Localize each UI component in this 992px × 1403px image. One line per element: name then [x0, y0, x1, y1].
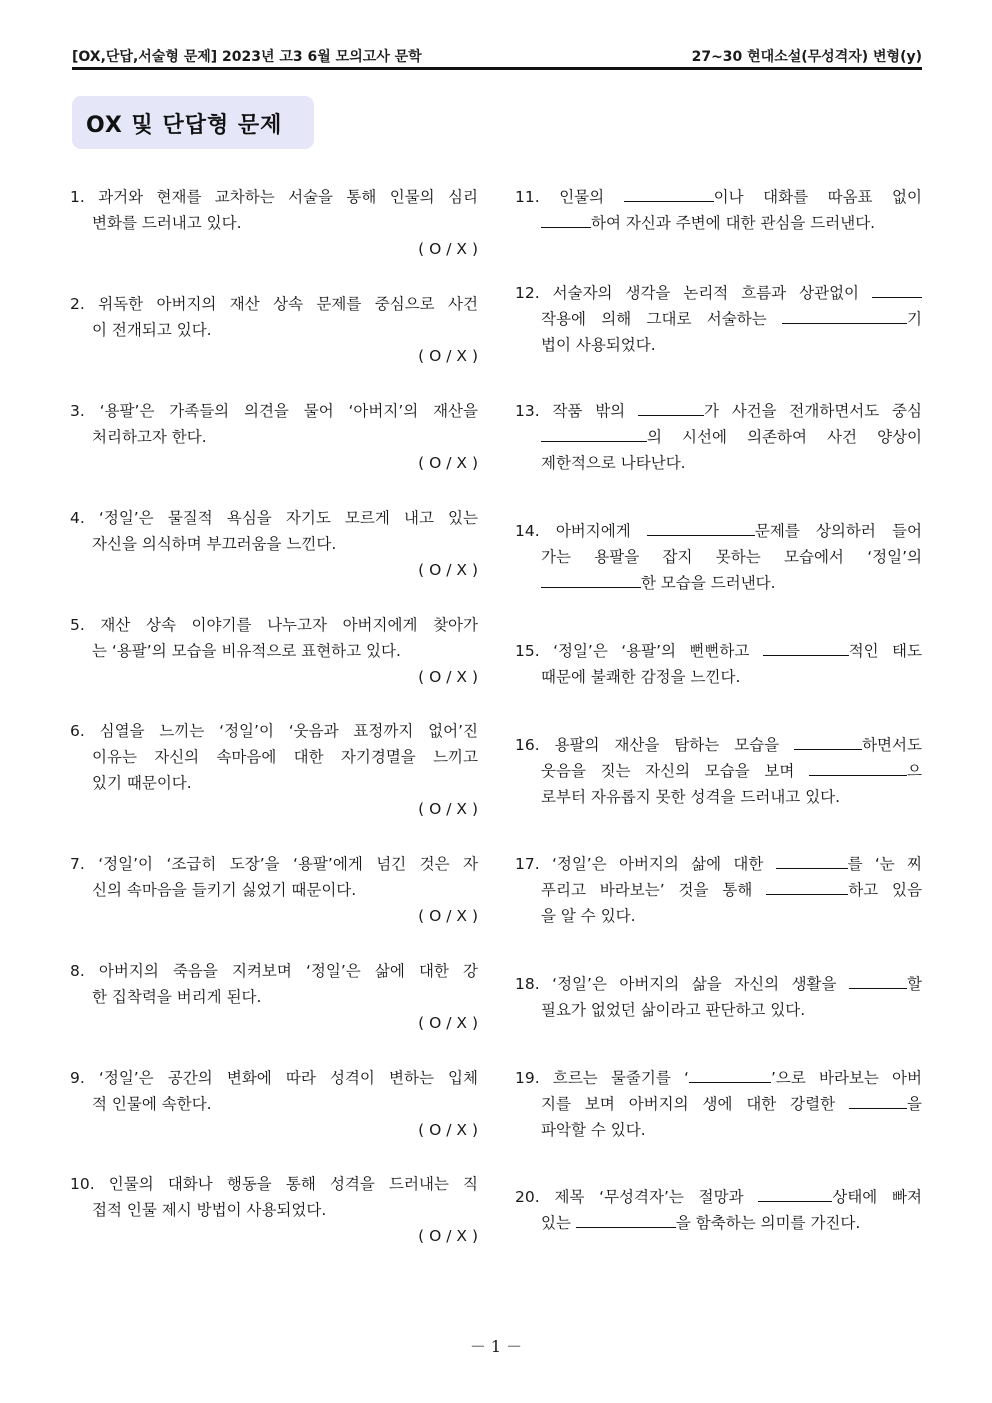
- question-text: 할: [907, 975, 922, 993]
- question-text: 기: [907, 310, 922, 328]
- question-text: 때문에 불쾌한 감정을 느낀다.: [541, 668, 741, 686]
- question-16: [515, 732, 922, 810]
- question-number: 20.: [515, 1188, 540, 1206]
- question-number: 12.: [515, 284, 540, 302]
- question-number: 10.: [70, 1175, 95, 1193]
- question-20: [515, 1184, 922, 1236]
- question-number: 1.: [70, 188, 85, 206]
- answer-blank[interactable]: [689, 1066, 771, 1083]
- question-text: 아버지의 죽음을 지켜보며 ‘정일’은 삶에 대한 강: [98, 962, 478, 980]
- answer-blank[interactable]: [624, 185, 714, 202]
- ox-answer-choice[interactable]: ( O / X ): [418, 1227, 478, 1245]
- question-9: [70, 1065, 478, 1143]
- header-left-title: [OX,단답,서술형 문제] 2023년 고3 6월 모의고사 문학: [72, 49, 422, 65]
- question-number: 14.: [515, 522, 540, 540]
- question-text: 신의 속마음을 들키기 싫었기 때문이다.: [92, 881, 357, 899]
- question-text: 이나 대화를 따옴표 없이: [713, 188, 923, 206]
- question-text: 작품 밖의: [552, 402, 626, 420]
- question-text: 을: [907, 1095, 922, 1113]
- question-text: 처리하고자 한다.: [92, 428, 207, 446]
- question-text: 접적 인물 제시 방법이 사용되었다.: [92, 1201, 327, 1219]
- question-15: [515, 638, 922, 690]
- question-text: 적인 태도: [848, 642, 922, 660]
- question-10: [70, 1171, 478, 1249]
- question-text: 는 ‘용팔’의 모습을 비유적으로 표현하고 있다.: [92, 642, 401, 660]
- question-text: ‘정일’은 공간의 변화에 따라 성격이 변하는 입체: [98, 1069, 478, 1087]
- question-number: 3.: [70, 402, 85, 420]
- question-text: 있는: [541, 1214, 571, 1232]
- question-text: 하면서도: [862, 736, 922, 754]
- question-text: 지를 보며 아버지의 생에 대한 강렬한: [541, 1095, 836, 1113]
- answer-blank[interactable]: [758, 1185, 832, 1202]
- page-header: [72, 40, 922, 70]
- question-number: 16.: [515, 736, 540, 754]
- question-number: 4.: [70, 509, 85, 527]
- answer-blank[interactable]: [776, 852, 848, 869]
- question-text: 으: [907, 762, 922, 780]
- question-text: 의 시선에 의존하여 사건 양상이: [647, 428, 922, 446]
- question-number: 2.: [70, 295, 85, 313]
- question-text: 자신을 의식하며 부끄러움을 느낀다.: [92, 535, 337, 553]
- answer-blank[interactable]: [849, 972, 907, 989]
- question-text: 용팔의 재산을 탐하는 모습을: [554, 736, 780, 754]
- ox-answer-choice[interactable]: ( O / X ): [418, 907, 478, 925]
- question-text: 문제를 상의하러 들어: [754, 522, 922, 540]
- ox-answer-choice[interactable]: ( O / X ): [418, 454, 478, 472]
- question-7: [70, 851, 478, 929]
- question-text: 웃음을 짓는 자신의 모습을 보며: [541, 762, 795, 780]
- question-12: [515, 280, 922, 358]
- question-text: 필요가 없었던 삶이라고 판단하고 있다.: [541, 1001, 806, 1019]
- question-number: 7.: [70, 855, 85, 873]
- question-2: [70, 291, 478, 369]
- question-text: 하여 자신과 주변에 대한 관심을 드러낸다.: [591, 214, 876, 232]
- question-text: 변화를 드러내고 있다.: [92, 214, 242, 232]
- question-text: ’으로 바라보는 아버: [770, 1069, 922, 1087]
- question-text: 적 인물에 속한다.: [92, 1095, 212, 1113]
- question-text: 파악할 수 있다.: [541, 1121, 646, 1139]
- question-text: 법이 사용되었다.: [541, 336, 656, 354]
- question-text: 가는 용팔을 잡지 못하는 모습에서 ‘정일’의: [541, 548, 922, 566]
- question-text: 을 알 수 있다.: [541, 907, 636, 925]
- ox-answer-choice[interactable]: ( O / X ): [418, 347, 478, 365]
- page-number: － 1 －: [469, 1337, 523, 1356]
- answer-blank[interactable]: [872, 281, 922, 298]
- question-text: ‘용팔’은 가족들의 의견을 물어 ‘아버지’의 재산을: [99, 402, 478, 420]
- question-number: 11.: [515, 188, 540, 206]
- question-1: [70, 184, 478, 262]
- ox-answer-choice[interactable]: ( O / X ): [418, 1014, 478, 1032]
- question-text: 제한적으로 나타난다.: [541, 454, 686, 472]
- question-11: [515, 184, 922, 236]
- question-18: [515, 971, 922, 1023]
- question-text: 을 함축하는 의미를 가진다.: [675, 1214, 861, 1232]
- question-number: 18.: [515, 975, 540, 993]
- question-text: 가 사건을 전개하면서도 중심: [703, 402, 922, 420]
- question-text: ‘정일’은 물질적 욕심을 자기도 모르게 내고 있는: [98, 509, 478, 527]
- question-text: 인물의: [559, 188, 605, 206]
- question-3: [70, 398, 478, 476]
- answer-blank[interactable]: [763, 639, 849, 656]
- question-text: 이 전개되고 있다.: [92, 321, 212, 339]
- question-6: [70, 718, 478, 822]
- ox-answer-choice[interactable]: ( O / X ): [418, 561, 478, 579]
- answer-blank[interactable]: [794, 733, 862, 750]
- question-text: 위독한 아버지의 재산 상속 문제를 중심으로 사건: [98, 295, 478, 313]
- question-number: 17.: [515, 855, 540, 873]
- question-text: 인물의 대화나 행동을 통해 성격을 드러내는 직: [108, 1175, 478, 1193]
- ox-answer-choice[interactable]: ( O / X ): [418, 1121, 478, 1139]
- question-number: 8.: [70, 962, 85, 980]
- question-text: 흐르는 물줄기를 ‘: [552, 1069, 689, 1087]
- question-number: 6.: [70, 722, 85, 740]
- question-text: 한 집착력을 버리게 된다.: [92, 988, 262, 1006]
- header-right-title: 27~30 현대소설(무성격자) 변형(y): [691, 49, 922, 65]
- answer-blank[interactable]: [647, 519, 755, 536]
- section-title-box: [72, 96, 314, 149]
- question-text: 제목 ‘무성격자’는 절망과: [554, 1188, 744, 1206]
- answer-blank[interactable]: [638, 399, 704, 416]
- question-text: 이유는 자신의 속마음에 대한 자기경멸을 느끼고: [92, 748, 478, 766]
- question-text: 상태에 빠져: [832, 1188, 922, 1206]
- question-text: 작용에 의해 그대로 서술하는: [541, 310, 767, 328]
- answer-blank[interactable]: [541, 425, 647, 442]
- answer-blank[interactable]: [576, 1211, 676, 1228]
- ox-answer-choice[interactable]: ( O / X ): [418, 668, 478, 686]
- ox-answer-choice[interactable]: ( O / X ): [418, 240, 478, 258]
- question-4: [70, 505, 478, 583]
- answer-blank[interactable]: [809, 759, 907, 776]
- question-8: [70, 958, 478, 1036]
- question-number: 15.: [515, 642, 540, 660]
- question-text: 를 ‘눈 찌: [847, 855, 923, 873]
- answer-blank[interactable]: [541, 571, 641, 588]
- question-text: 과거와 현재를 교차하는 서술을 통해 인물의 심리: [98, 188, 478, 206]
- question-text: 하고 있음: [848, 881, 922, 899]
- question-number: 5.: [70, 616, 85, 634]
- question-number: 19.: [515, 1069, 540, 1087]
- section-title: OX 및 단답형 문제: [86, 113, 283, 138]
- ox-answer-choice[interactable]: ( O / X ): [418, 800, 478, 818]
- answer-blank[interactable]: [782, 307, 907, 324]
- question-19: [515, 1065, 922, 1143]
- question-13: [515, 398, 922, 476]
- question-text: 있기 때문이다.: [92, 774, 192, 792]
- question-text: 로부터 자유롭지 못한 성격을 드러내고 있다.: [541, 788, 841, 806]
- question-text: ‘정일’은 ‘용팔’의 뻔뻔하고: [553, 642, 750, 660]
- question-text: 재산 상속 이야기를 나누고자 아버지에게 찾아가: [100, 616, 478, 634]
- question-text: ‘정일’은 아버지의 삶에 대한: [551, 855, 764, 873]
- question-text: 서술자의 생각을 논리적 흐름과 상관없이: [552, 284, 860, 302]
- question-number: 9.: [70, 1069, 85, 1087]
- question-text: 심열을 느끼는 ‘정일’이 ‘웃음과 표정까지 없어’진: [99, 722, 478, 740]
- answer-blank[interactable]: [541, 211, 591, 228]
- question-14: [515, 518, 922, 596]
- question-text: ‘정일’이 ‘조급히 도장’을 ‘용팔’에게 넘긴 것은 자: [98, 855, 478, 873]
- question-text: 아버지에게: [555, 522, 631, 540]
- question-text: 한 모습을 드러낸다.: [641, 574, 776, 592]
- question-5: [70, 612, 478, 690]
- question-number: 13.: [515, 402, 540, 420]
- question-text: ‘정일’은 아버지의 삶을 자신의 생활을: [552, 975, 837, 993]
- question-17: [515, 851, 922, 929]
- question-text: 푸리고 바라보는’ 것을 통해: [541, 881, 753, 899]
- answer-blank[interactable]: [766, 878, 848, 895]
- answer-blank[interactable]: [849, 1092, 907, 1109]
